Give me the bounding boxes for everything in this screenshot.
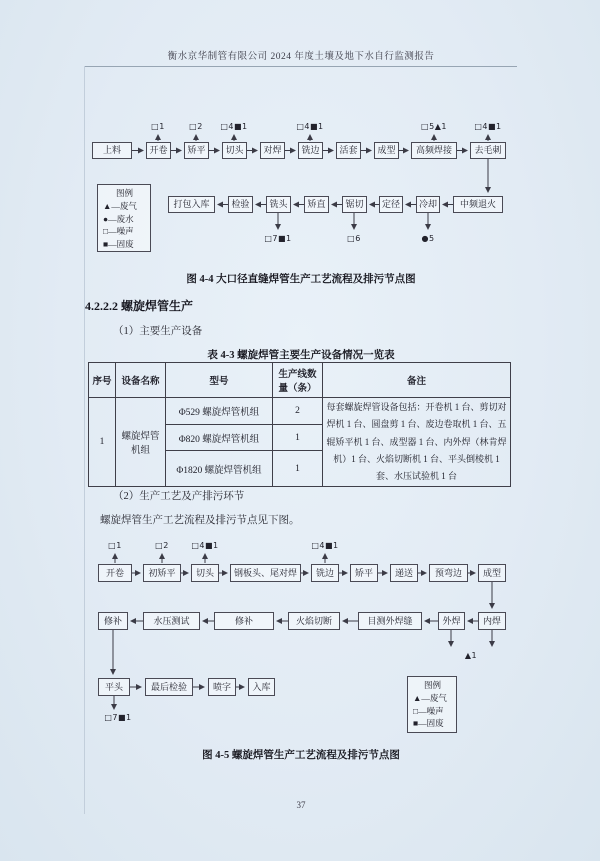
list-item-2: （2）生产工艺及产排污环节 <box>113 491 245 502</box>
list-item-1: （1）主要生产设备 <box>113 326 203 337</box>
cell-lines: 2 <box>273 398 323 425</box>
pollution-node-label: □4■1 <box>220 122 248 131</box>
pollution-node-label: □7■1 <box>264 234 292 243</box>
flow-step: 初矫平 <box>143 564 181 582</box>
flow-step: 最后检验 <box>145 678 193 696</box>
table-header-row <box>89 363 511 398</box>
flow-step: 外焊 <box>438 612 465 630</box>
legend-item: ▲—废气 <box>413 693 447 703</box>
legend-item: □—噪声 <box>413 705 444 716</box>
cell-lines: 1 <box>273 425 323 451</box>
flow-step: 平头 <box>98 678 130 696</box>
flow-step: 检验 <box>228 196 253 213</box>
flow-step: 喷字 <box>208 678 236 696</box>
pollution-node-label: □7■1 <box>104 713 132 722</box>
pollution-node-label: □1 <box>151 122 165 131</box>
pollution-node-label: □6 <box>347 234 361 243</box>
pollution-node-label: □4■1 <box>474 122 502 131</box>
legend-title: 图例 <box>423 680 441 690</box>
table-row <box>89 398 511 425</box>
intro-paragraph: 螺旋焊管生产工艺流程及排污节点见下图。 <box>100 515 300 526</box>
legend-item: ▲—废气 <box>103 201 137 211</box>
left-margin-line <box>84 66 85 814</box>
flow-step: 锯切 <box>342 196 367 213</box>
flow-step: 铣边 <box>311 564 339 582</box>
flow-step: 矫平 <box>184 142 209 159</box>
pollution-node-label: □5▲1 <box>421 122 447 131</box>
legend-title: 图例 <box>115 188 133 198</box>
flow-step: 入库 <box>248 678 275 696</box>
page-header-title: 衡水京华制管有限公司 2024 年度土壤及地下水自行监测报告 <box>167 52 435 62</box>
col-header-seq: 序号 <box>89 363 116 398</box>
table43-caption: 表 4-3 螺旋焊管主要生产设备情况一览表 <box>207 350 395 361</box>
flow-step: 水压测试 <box>143 612 200 630</box>
flow-step: 活套 <box>336 142 361 159</box>
flow-step: 定径 <box>379 196 403 213</box>
flow-step: 去毛刺 <box>470 142 506 159</box>
flow-step: 切头 <box>191 564 219 582</box>
legend-item: ●—废水 <box>103 213 134 224</box>
flow-step: 目测外焊缝 <box>358 612 422 630</box>
flow-step: 矫直 <box>304 196 329 213</box>
flow-step: 铣头 <box>266 196 291 213</box>
cell-name: 螺旋焊管机组 <box>116 398 166 487</box>
flow-step: 开卷 <box>98 564 132 582</box>
fig44-caption: 图 4-4 大口径直缝焊管生产工艺流程及排污节点图 <box>186 274 416 285</box>
pollution-node-label: □4■1 <box>191 541 219 550</box>
equipment-table <box>88 362 511 487</box>
fig44-legend <box>97 184 151 252</box>
flow-step: 预弯边 <box>429 564 468 582</box>
flow-step: 打包入库 <box>168 196 215 213</box>
flow-step: 钢板头、尾对焊 <box>230 564 301 582</box>
flow-step: 开卷 <box>146 142 171 159</box>
fig45-legend <box>407 676 457 733</box>
cell-model: Φ1820 螺旋焊管机组 <box>166 451 273 487</box>
pollution-node-label: ●5 <box>421 234 435 243</box>
col-header-remark: 备注 <box>323 363 511 398</box>
pollution-node-label: □1 <box>108 541 122 550</box>
flow-step: 矫平 <box>350 564 378 582</box>
cell-seq: 1 <box>89 398 116 487</box>
legend-item: □—噪声 <box>103 226 134 236</box>
flow-step: 成型 <box>374 142 399 159</box>
flow-step: 上料 <box>92 142 132 159</box>
flow-step: 中频退火 <box>453 196 503 213</box>
cell-lines: 1 <box>273 451 323 487</box>
pollution-node-label: ▲1 <box>464 651 478 660</box>
section-heading: 4.2.2.2 螺旋焊管生产 <box>85 299 194 313</box>
pollution-node-label: □2 <box>189 122 203 131</box>
col-header-model: 型号 <box>166 363 273 398</box>
legend-item: ■—固废 <box>413 718 444 728</box>
flow-step: 成型 <box>478 564 506 582</box>
flow-step: 修补 <box>98 612 128 630</box>
flow-step: 切头 <box>222 142 247 159</box>
col-header-lines: 生产线数量（条） <box>273 363 323 398</box>
pollution-node-label: □4■1 <box>311 541 339 550</box>
flow-step: 高频焊接 <box>411 142 457 159</box>
cell-model: Φ529 螺旋焊管机组 <box>166 398 273 425</box>
flow-step: 冷却 <box>416 196 440 213</box>
flow-step: 火焰切断 <box>288 612 340 630</box>
page-number: 37 <box>296 800 306 810</box>
flow-step: 对焊 <box>260 142 285 159</box>
flow-step: 内焊 <box>478 612 506 630</box>
flow-step: 递送 <box>390 564 418 582</box>
pollution-node-label: □2 <box>155 541 169 550</box>
pollution-node-label: □4■1 <box>296 122 324 131</box>
col-header-name: 设备名称 <box>116 363 166 398</box>
cell-model: Φ820 螺旋焊管机组 <box>166 425 273 451</box>
legend-item: ■—固废 <box>103 238 134 249</box>
cell-remark: 每套螺旋焊管设备包括：开卷机 1 台、剪切对焊机 1 台、圆盘剪 1 台、废边卷取机 1 台、五辊矫平机 1 台、成型器 1 台、内外焊（林肯焊机）1 台、火焰切断机 1 台、平头倒棱机 1 套、水压试验机 1 台 <box>323 398 511 487</box>
flow-step: 铣边 <box>298 142 323 159</box>
flow-step: 修补 <box>214 612 274 630</box>
fig45-caption: 图 4-5 螺旋焊管生产工艺流程及排污节点图 <box>202 750 400 761</box>
header-rule <box>85 66 517 67</box>
